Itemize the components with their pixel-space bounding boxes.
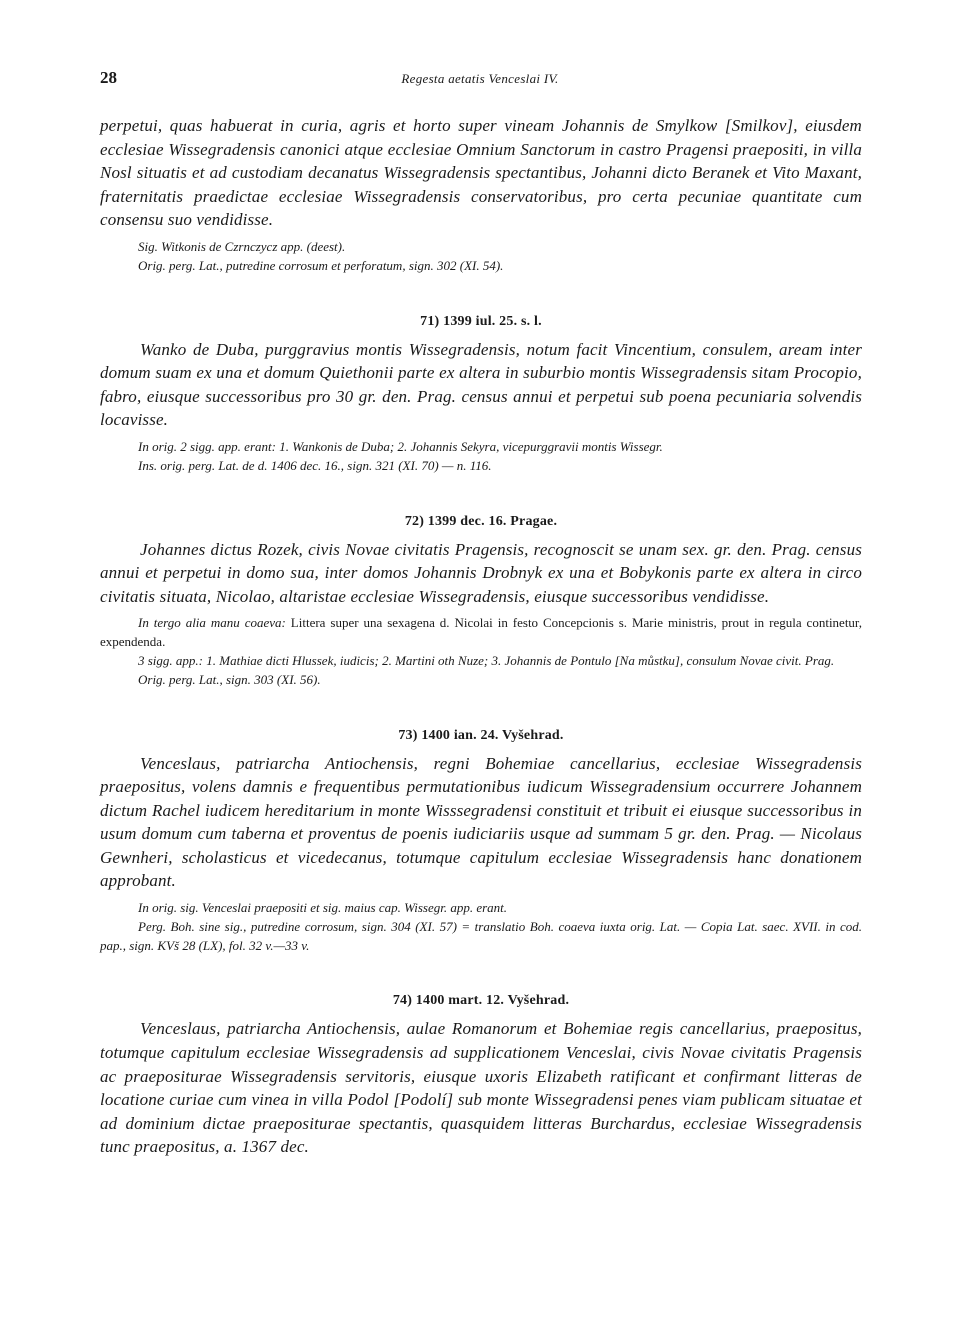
note-line: 3 sigg. app.: 1. Mathiae dicti Hlussek, iudicis; 2. Martini oth Nuze; 3. Johannis de Pontulo [Na můstku], consulum Novae civit. Prag. [138, 652, 835, 668]
entry-notes [100, 438, 862, 476]
entry-71 [100, 314, 862, 476]
page-header [100, 68, 860, 90]
tergo-label: In tergo alia manu coaeva: [138, 615, 286, 631]
note-line: Sig. Witkonis de Czrnczycz app. (deest). [138, 238, 346, 254]
note-line: In orig. 2 sigg. app. erant: 1. Wankonis de Duba; 2. Johannis Sekyra, vicepurggravii montis Wissegr. [138, 438, 663, 454]
entry-heading: 74) 1400 mart. 12. Vyšehrad. [392, 993, 570, 1009]
note-line: Ins. orig. perg. Lat. de d. 1406 dec. 16., sign. 321 (XI. 70) — n. 116. [138, 457, 492, 473]
entry-text: Johannes dictus Rozek, civis Novae civitatis Pragensis, recognoscit se unam sex. gr. den. Prag. census annui et perpetui in domo sua, inter domos Johannis Drobnyk ex una et Bobykonis parte ex altera in circo civitatis situata, Nicolao, altaristae ecclesiae Wissegradensis, eiusque successoribus vendidisse. [100, 539, 862, 606]
tergo-note [100, 614, 862, 652]
continued-entry [100, 114, 862, 276]
note-line: Orig. perg. Lat., putredine corrosum et perforatum, sign. 302 (XI. 54). [138, 257, 504, 273]
running-head: Regesta aetatis Venceslai IV. [401, 71, 559, 86]
entry-notes [100, 238, 862, 276]
entry-notes [100, 614, 862, 689]
entry-text: Venceslaus, patriarcha Antiochensis, regni Bohemiae cancellarius, ecclesiae Wissegradensis praepositus, volens damnis e frequentibus permutationibus iudicum Wissegradensium occurrere Johannem dictum Rachel iudicem hereditarium in monte Wisssegradensi constituit et tribuit ei eiusque successoribus in usum domum cum taberna et proventus de poenis iudiciariis usque ad summam 5 gr. den. Prag. — Nicolaus Gewnheri, scholasticus et vicedecanus, totumque capitulum ecclesiae Wissegradensis hanc donationem approbant. [100, 753, 862, 891]
entry-notes [100, 899, 862, 955]
note-line: Orig. perg. Lat., sign. 303 (XI. 56). [138, 671, 321, 687]
entry-heading: 73) 1400 ian. 24. Vyšehrad. [398, 727, 564, 743]
entry-text: Venceslaus, patriarcha Antiochensis, aulae Romanorum et Bohemiae regis cancellarius, praepositus, totumque capitulum ecclesiae Wissegradensis ad supplicationem Venceslai, civis Novae civitatis Pragensis ac praepositurae Wissegradensis servitoris, eiusque uxoris Elizabeth ratificant et confirmant litteras de locatione curiae cum vinea in villa Podol [Podolí] sub monte Wissegradensi penes viam publicam situatae et ad dominium dictae praepositurae spectantis, quasquidem litteras Burchardus, ecclesiae Wissegradensis tunc praepositus, a. 1367 dec. [100, 1019, 862, 1157]
entry-text: Wanko de Duba, purggravius montis Wissegradensis, notum facit Vincentium, consulem, aream inter domum suam ex una et domum Quiethonii parte ex altera in suburbio montis Wissegradensis sitam Procopio, fabro, eiusque successoribus pro 30 gr. den. Prag. census annui et perpetui sub poena pecuniaria solvendis locavisse. [100, 339, 862, 430]
page-number: 28 [100, 68, 117, 87]
entry-74 [100, 993, 862, 1159]
tergo-text: Littera super una sexagena d. Nicolai in festo Concepcionis s. Marie ministris, prout in regula continetur, expendenda. [100, 615, 862, 650]
page-body [100, 114, 862, 1159]
note-line: Perg. Boh. sine sig., putredine corrosum, sign. 304 (XI. 57) = translatio Boh. coaeva iuxta orig. Lat. — Copia Lat. saec. XVII. in cod. pap., sign. KVš 28 (LX), fol. 32 v.—33 v. [100, 918, 862, 953]
entry-73 [100, 728, 862, 956]
note-line: In orig. sig. Venceslai praepositi et sig. maius cap. Wissegr. app. erant. [138, 900, 508, 916]
entry-heading: 71) 1399 iul. 25. s. l. [420, 313, 542, 329]
entry-text: perpetui, quas habuerat in curia, agris et horto super vineam Johannis de Smylkow [Smilkov], eiusdem ecclesiae Wissegradensis canonici atque ecclesiae Omnium Sanctorum in castro Pragensi praepositi, in villa Nosl situatis et ad custodiam decanatus Wissegradensis spectantibus, Johanni dicto Beranek et Vito Maxant, fraternitatis praedictae ecclesiae Wissegradensis conservatoribus, pro certa pecuniae quantitate cum consensu suo vendidisse. [100, 116, 862, 230]
entry-heading: 72) 1399 dec. 16. Pragae. [404, 513, 558, 529]
entry-72 [100, 514, 862, 690]
